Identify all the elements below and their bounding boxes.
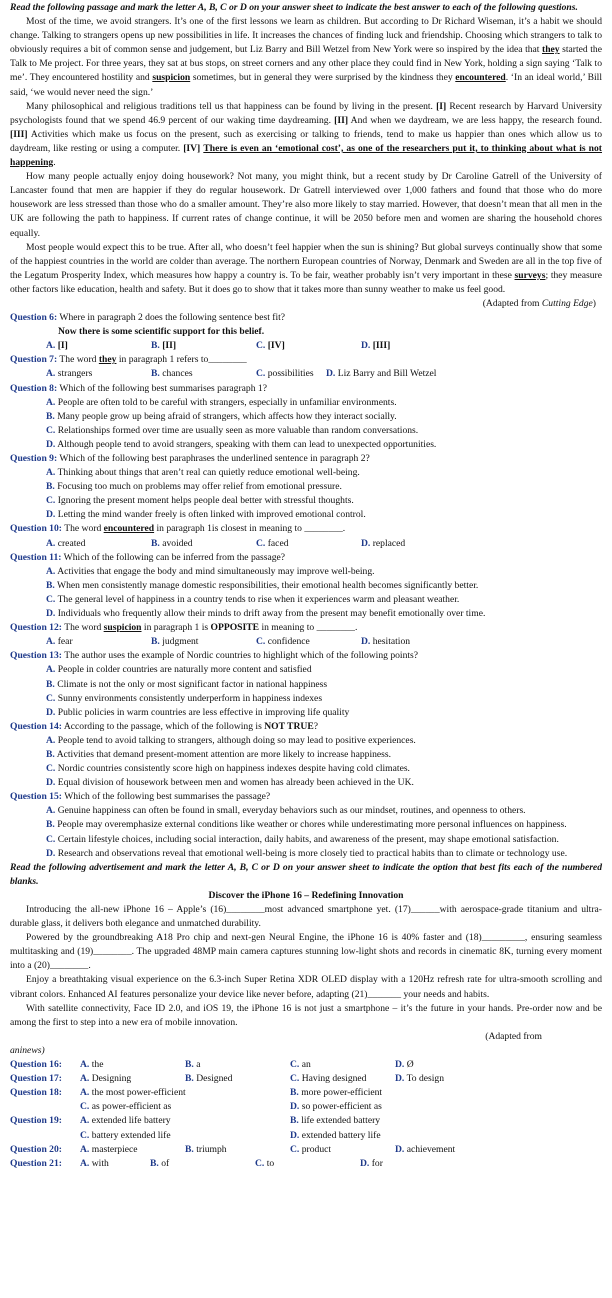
option-b[interactable]: B. avoided xyxy=(151,537,193,549)
question-11: Question 11: Which of the following can be inferred from the passage? xyxy=(10,551,286,563)
marker-iii: [III] xyxy=(10,128,28,140)
underlined-word-they: they xyxy=(542,44,560,56)
option-a[interactable]: A. People tend to avoid talking to strangers, although doing so may lead to positive experiences. xyxy=(46,734,416,746)
question-6: Question 6: Where in paragraph 2 does the following sentence best fit? xyxy=(10,312,286,324)
option-c[interactable]: C. battery extended life xyxy=(80,1129,171,1141)
option-d[interactable]: D. hesitation xyxy=(361,636,411,648)
option-a[interactable]: A. People are often told to be careful with strangers, especially in unfamiliar environments. xyxy=(46,396,397,408)
option-a[interactable]: A. Activities that engage the body and mind simultaneously may improve well-being. xyxy=(46,565,375,577)
underlined-word-surveys: surveys xyxy=(514,269,546,281)
option-c[interactable]: C. faced xyxy=(256,537,289,549)
option-d[interactable]: D. Liz Barry and Bill Wetzel xyxy=(326,368,437,380)
option-a[interactable]: A. masterpiece xyxy=(80,1143,138,1155)
question-19: Question 19: A. extended life battery B. life extended battery C. battery extended life D. extended battery life xyxy=(10,1114,602,1142)
option-d[interactable]: D. Although people tend to avoid strangers, speaking with them can lead to unexpected opportunities. xyxy=(46,438,437,450)
advertisement-title: Discover the iPhone 16 – Redefining Innovation xyxy=(208,889,404,901)
option-a[interactable]: A. the most power-efficient xyxy=(80,1087,186,1099)
option-b[interactable]: B. judgment xyxy=(151,636,199,648)
passage-paragraph-3: How many people actually enjoy doing housework? Not many, you might think, but a recent study by Dr Caroline Gatrell of the University of Lancaster found that men are happier if they do regular housework. Dr Gatrell interviewed over 1,000 fathers and found that those who do more housework are less stressed than those who do a smaller amount. They’re also more likely to stay married. However, that doesn’t mean that all men in the UK are following the path to happiness. If current rates of change continue, it will be 2050 before men and women are sharing the household chores equally. xyxy=(10,171,602,239)
question-18: Question 18: A. the most power-efficient B. more power-efficient C. as power-efficient as D. so power-efficient as xyxy=(10,1086,602,1114)
marker-iv: [IV] xyxy=(183,142,201,154)
ad-paragraph-1: Introducing the all-new iPhone 16 – Apple’s (16)________most advanced smartphone yet. (17)______with aerospace-grade titanium and ultra-durable glass, it delivers both elegance and unmatched durability. xyxy=(10,904,602,930)
option-c[interactable]: C. Ignoring the present moment helps people deal better with stressful thoughts. xyxy=(46,495,354,507)
option-b[interactable]: B. Focusing too much on problems may offer relief from emotional pressure. xyxy=(46,481,342,493)
question-7: Question 7: The word they in paragraph 1 refers to________ xyxy=(10,354,247,366)
option-b[interactable]: B. Many people grow up being afraid of strangers, which affects how they interact socially. xyxy=(46,410,397,422)
question-12-options xyxy=(10,635,602,649)
option-b[interactable]: B. of xyxy=(150,1157,170,1169)
question-16: Question 16: A. the B. a C. an D. Ø xyxy=(10,1058,602,1072)
option-d[interactable]: D. Individuals who frequently allow their minds to drift away from the present may benefit emotionally over time. xyxy=(46,608,486,620)
question-6-sentence: Now there is some scientific support for this belief. xyxy=(58,326,265,338)
option-c[interactable]: C. Sunny environments consistently underperform in happiness indexes xyxy=(46,692,323,704)
option-d[interactable]: D. Public policies in warm countries are less effective in improving life quality xyxy=(46,706,350,718)
option-d[interactable]: D. Research and observations reveal that emotional well-being is more closely tied to practical habits than to climate or technology use. xyxy=(46,847,568,859)
source-citation-1: (Adapted from Cutting Edge) xyxy=(482,297,596,309)
option-a[interactable]: A. Genuine happiness can often be found in small, everyday behaviors such as our mindset, routines, and openness to others. xyxy=(46,805,526,817)
source-citation-2-cont: aninews) xyxy=(10,1044,45,1056)
option-c[interactable]: C. [IV] xyxy=(256,340,285,352)
source-citation-2: (Adapted from xyxy=(485,1030,542,1042)
option-b[interactable]: B. more power-efficient xyxy=(290,1087,383,1099)
question-14: Question 14: According to the passage, which of the following is NOT TRUE? xyxy=(10,720,318,732)
underlined-word-encountered: encountered xyxy=(455,72,506,84)
option-d[interactable]: D. replaced xyxy=(361,537,406,549)
option-a[interactable]: A. extended life battery xyxy=(80,1115,171,1127)
option-a[interactable]: A. fear xyxy=(46,636,73,648)
option-c[interactable]: C. as power-efficient as xyxy=(80,1101,172,1113)
reading-instructions: Read the following passage and mark the letter A, B, C or D on your answer sheet to indicate the best answer to each of the following questions. xyxy=(10,2,578,13)
option-b[interactable]: B. Activities that demand present-moment attention are more likely to increase happiness. xyxy=(46,748,392,760)
question-17: Question 17: A. Designing B. Designed C. Having designed D. To design xyxy=(10,1072,602,1086)
option-c[interactable]: C. Having designed xyxy=(290,1073,367,1085)
option-a[interactable]: A. created xyxy=(46,537,86,549)
passage-paragraph-4: Most people would expect this to be true. After all, who doesn’t feel happier when the sun is shining? But global surveys continually show that some of the happiest countries in the world are colder than average. The northern European countries of Norway, Denmark and Sweden are all in the top five of the Legatum Prosperity Index, which measures how happy a country is. To be fair, weather probably isn’t very important in these surveys; they measure other factors like education, health and safety. But it does go to show that it takes more than sunny weather to make us feel good. xyxy=(10,241,602,295)
marker-ii: [II] xyxy=(334,114,349,126)
option-a[interactable]: A. with xyxy=(80,1157,109,1169)
option-d[interactable]: D. for xyxy=(360,1157,383,1169)
option-d[interactable]: D. Letting the mind wander freely is often linked with improved emotional control. xyxy=(46,509,366,521)
option-b[interactable]: B. Designed xyxy=(185,1073,233,1085)
option-d[interactable]: D. [III] xyxy=(361,340,391,352)
question-8: Question 8: Which of the following best summarises paragraph 1? xyxy=(10,382,267,394)
question-10-options xyxy=(10,537,602,551)
option-b[interactable]: B. a xyxy=(185,1059,201,1071)
option-c[interactable]: C. to xyxy=(255,1157,275,1169)
marker-i: [I] xyxy=(436,100,447,112)
question-9: Question 9: Which of the following best paraphrases the underlined sentence in paragraph 2? xyxy=(10,453,370,464)
ad-paragraph-4: With satellite connectivity, Face ID 2.0, and iOS 19, the iPhone 16 is not just a smartphone – it’s the future in your hands. Pre-order now and be among the first to step into a new era of mobile innovation. xyxy=(10,1002,602,1028)
ad-paragraph-2: Powered by the groundbreaking A18 Pro chip and next-gen Neural Engine, the iPhone 16 is 40% faster and (18)_________, ensuring seamless multitasking and (19)________. The upgraded 48MP main camera captures stunning low-light shots and records in cinematic 8K, turning every moment into a (20)________. xyxy=(10,932,602,972)
option-c[interactable]: C. an xyxy=(290,1059,311,1071)
advertisement-instructions: Read the following advertisement and mark the letter A, B, C or D on your answer sheet to indicate the option that best fits each of the numbered blanks. xyxy=(10,861,602,887)
option-b[interactable]: B. Climate is not the only or most significant factor in national happiness xyxy=(46,678,328,690)
option-a[interactable]: A. Thinking about things that aren’t real can quietly reduce emotional well-being. xyxy=(46,467,360,479)
option-c[interactable]: C. product xyxy=(290,1143,332,1155)
question-15: Question 15: Which of the following best summarises the passage? xyxy=(10,791,271,803)
option-b[interactable]: B. When men consistently manage domestic responsibilities, their emotional health becomes significantly better. xyxy=(46,579,479,591)
question-21: Question 21: A. with B. of C. to D. for xyxy=(10,1157,602,1171)
option-a[interactable]: A. Designing xyxy=(80,1073,132,1085)
question-10: Question 10: The word encountered in paragraph 1is closest in meaning to ________. xyxy=(10,523,346,535)
option-a[interactable]: A. People in colder countries are naturally more content and satisfied xyxy=(46,664,312,676)
option-c[interactable]: C. Nordic countries consistently score high on happiness indexes despite having cold climates. xyxy=(46,763,410,775)
question-13: Question 13: The author uses the example of Nordic countries to highlight which of the following points? xyxy=(10,650,419,662)
question-7-options xyxy=(10,367,602,381)
option-d[interactable]: D. so power-efficient as xyxy=(290,1101,382,1113)
passage-paragraph-2: Many philosophical and religious traditions tell us that happiness can be found by living in the present. [I] Recent research by Harvard University psychologists found that we spend 46.9 percent of our waking time daydreaming. [II] And when we daydream, we are less happy, the research found. [III] Activities which make us focus on the present, such as exercising or talking to friends, tend to make us happier than ones which allow us to daydream, like resting or using a computer. [IV] There is even an ‘emotional cost’, as one of the researchers put it, to thinking about what is not happening. xyxy=(10,100,602,169)
option-b[interactable]: B. triumph xyxy=(185,1143,227,1155)
option-d[interactable]: D. achievement xyxy=(395,1143,456,1155)
option-b[interactable]: B. life extended battery xyxy=(290,1115,381,1127)
option-a[interactable]: A. the xyxy=(80,1059,104,1071)
option-c[interactable]: C. Relationships formed over time are usually seen as more valuable than random conversations. xyxy=(46,424,419,436)
ad-paragraph-3: Enjoy a breathtaking visual experience on the 6.3-inch Super Retina XDR OLED display with a 120Hz refresh rate for ultra-smooth scrolling and vibrant colors. Enhanced AI features personalize your device like never before, adapting (21)_______ your needs and habits. xyxy=(10,974,602,1000)
option-c[interactable]: C. confidence xyxy=(256,636,310,648)
option-a[interactable]: A. strangers xyxy=(46,368,93,380)
option-b[interactable]: B. People may overemphasize external conditions like weather or chores while underestimating more personal influences on happiness. xyxy=(46,819,567,831)
option-c[interactable]: C. Certain lifestyle choices, including social interaction, daily habits, and awareness of the present, may shape emotional satisfaction. xyxy=(46,833,559,845)
question-12: Question 12: The word suspicion in paragraph 1 is OPPOSITE in meaning to ________. xyxy=(10,622,358,634)
option-c[interactable]: C. The general level of happiness in a country tends to rise when it experiences warm and pleasant weather. xyxy=(46,593,460,605)
underlined-word-suspicion: suspicion xyxy=(152,72,191,84)
option-d[interactable]: D. To design xyxy=(395,1073,444,1085)
option-b[interactable]: B. [II] xyxy=(151,340,177,352)
underlined-sentence: There is even an ‘emotional cost’, as one of the researchers put it, to thinking about what is not happening xyxy=(10,142,602,169)
option-c[interactable]: C. possibilities xyxy=(256,368,314,380)
question-20: Question 20: A. masterpiece B. triumph C. product D. achievement xyxy=(10,1143,602,1157)
option-d[interactable]: D. Ø xyxy=(395,1059,414,1071)
option-b[interactable]: B. chances xyxy=(151,368,193,380)
passage-paragraph-1: Most of the time, we avoid strangers. It’s one of the first lessons we learn as children. But according to Dr Richard Wiseman, it’s a habit we should change. Talking to strangers opens up new possibilities in life. It increases the chances of finding luck and friendship. Choosing which strangers to talk to obviously requires a bit of common sense and judgement, but Liz Barry and Bill Wetzel from New York were so inspired by the idea that they started the Talk to Me project. For three years, they sat at bus stops, on street corners and any other place they could find in New York, holding a sign saying ‘Talk to me’. They encountered hostility and suspicion sometimes, but in general they were surprised by the kindness they encountered. ‘In an ideal world,’ Bill said, ‘we would never need the sign.’ xyxy=(10,16,603,98)
question-6-options xyxy=(10,339,602,353)
option-d[interactable]: D. Equal division of housework between men and women has already been achieved in the UK. xyxy=(46,777,414,789)
option-d[interactable]: D. extended battery life xyxy=(290,1129,381,1141)
option-a[interactable]: A. [I] xyxy=(46,340,68,352)
